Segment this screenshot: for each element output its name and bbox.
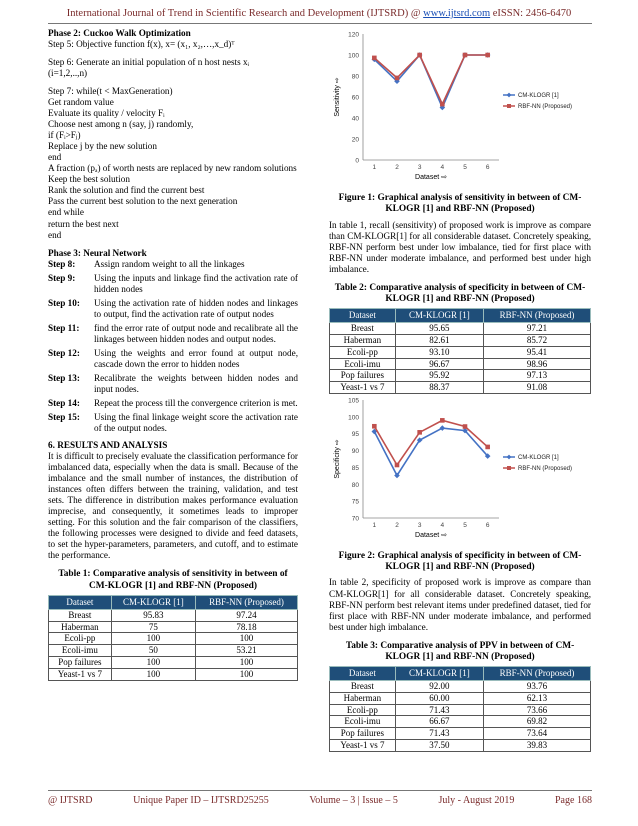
y-tick-label: 95	[351, 431, 359, 439]
table-cell: Pop failures	[330, 370, 396, 382]
step-label: Step 11:	[48, 322, 80, 333]
table-cell: Yeast-1 vs 7	[330, 382, 396, 394]
table-cell: 98.96	[484, 358, 591, 370]
algorithm-line: Choose nest among n (say, j) randomly,	[48, 119, 194, 130]
column-header: CM-KLOGR [1]	[395, 309, 483, 323]
footer-volume: Volume – 3 | Issue – 5	[309, 795, 398, 806]
table-cell: 93.76	[484, 681, 591, 693]
table-cell: 78.18	[195, 621, 297, 633]
step-row	[48, 259, 298, 270]
table-row	[330, 382, 591, 394]
y-tick-label: 100	[348, 52, 359, 60]
y-tick-label: 40	[351, 115, 359, 123]
step-label: Step 9:	[48, 272, 76, 283]
table-row	[330, 716, 591, 728]
algorithm-line: return the best next	[48, 218, 119, 229]
x-tick-label: 2	[395, 164, 399, 171]
phase2-title: Phase 2: Cuckoo Walk Optimization	[48, 28, 191, 38]
data-point	[440, 418, 445, 423]
algorithm-line: Get random value	[48, 97, 114, 108]
step-row	[48, 273, 298, 295]
table-cell: Breast	[49, 609, 112, 621]
data-point	[417, 430, 422, 435]
table-cell: Ecoli-pp	[330, 346, 396, 358]
column-header: RBF-NN (Proposed)	[484, 309, 591, 323]
table-cell: 73.64	[484, 728, 591, 740]
algorithm-line: A fraction (pₐ) of worth nests are replaced by new random solutions	[48, 163, 297, 174]
table-cell: 92.00	[395, 681, 483, 693]
table-row	[49, 609, 298, 621]
table-cell: 97.24	[195, 609, 297, 621]
section-title: 6. RESULTS AND ANALYSIS	[48, 440, 168, 451]
algorithm-line: Keep the best solution	[48, 174, 130, 185]
table-cell: 60.00	[395, 692, 483, 704]
x-tick-label: 4	[440, 164, 445, 171]
table-row	[49, 668, 298, 680]
journal-issn: eISSN: 2456-6470	[492, 8, 572, 19]
step-label: Step 15:	[48, 411, 80, 422]
step-text: Using the weights and error found at output node, cascade down the error to hidden nodes	[94, 347, 298, 369]
series-line	[374, 428, 487, 475]
table-cell: Breast	[330, 681, 396, 693]
step-label: Step 13:	[48, 372, 80, 383]
table-row	[49, 633, 298, 645]
page-footer	[48, 795, 592, 807]
y-axis-label: Sensitivity ⇨	[334, 77, 341, 117]
step5-text: Step 5: Objective function f(x), x= (x₁, x₂,…,x_d)ᵀ	[48, 39, 235, 50]
table-cell: Ecoli-pp	[49, 633, 112, 645]
table-cell: 95.65	[395, 323, 483, 335]
journal-link[interactable]: www.ijtsrd.com	[423, 8, 491, 19]
column-header: RBF-NN (Proposed)	[195, 595, 297, 609]
table-cell: 97.13	[484, 370, 591, 382]
step6-text: Step 6: Generate an initial population of n host nests xᵢ	[48, 57, 250, 68]
journal-title: International Journal of Trend in Scientific Research and Development (IJTSRD) @	[66, 8, 421, 19]
series-line	[374, 420, 487, 465]
step-row	[48, 373, 298, 395]
algorithm-line: end	[48, 152, 62, 163]
step-text: find the error rate of output node and recalibrate all the linkages between hidden nodes and output nodes.	[94, 322, 298, 344]
header-rule	[48, 23, 592, 24]
algorithm-line: end	[48, 229, 62, 240]
y-tick-label: 20	[351, 136, 359, 144]
table-row	[330, 728, 591, 740]
step-text: Repeat the process till the convergence criterion is met.	[94, 397, 298, 408]
algorithm-line: Replace j by the new solution	[48, 141, 157, 152]
column-header: CM-KLOGR [1]	[395, 667, 483, 681]
y-tick-label: 100	[348, 414, 359, 422]
footer-brand: @ IJTSRD	[48, 795, 93, 806]
y-tick-label: 70	[351, 515, 359, 523]
algorithm-line: if (Fᵢ>Fⱼ)	[48, 130, 81, 141]
y-tick-label: 120	[348, 31, 359, 39]
step-label: Step 12:	[48, 347, 80, 358]
table2-caption: Table 2: Comparative analysis of specificity in between of CM-KLOGR [1] and RBF-NN (Proposed)	[334, 282, 586, 305]
table-cell: 97.21	[484, 323, 591, 335]
table-cell: Pop failures	[330, 728, 396, 740]
phase3-title: Phase 3: Neural Network	[48, 247, 147, 258]
footer-paper-id: Unique Paper ID – IJTSRD25255	[133, 795, 269, 806]
column-header: Dataset	[330, 309, 396, 323]
data-point	[463, 53, 468, 58]
footer-date: July - August 2019	[438, 795, 515, 806]
table-cell: 100	[195, 668, 297, 680]
table-cell: Pop failures	[49, 656, 112, 668]
step6-text-cont: (i=1,2,..,n)	[48, 68, 88, 79]
table-cell: 93.10	[395, 346, 483, 358]
step-text: Using the inputs and linkage find the activation rate of hidden nodes	[94, 272, 298, 294]
y-tick-label: 90	[351, 447, 359, 455]
y-tick-label: 0	[355, 157, 359, 165]
table-cell: 62.13	[484, 692, 591, 704]
table-cell: 82.61	[395, 334, 483, 346]
table-cell: Haberman	[330, 692, 396, 704]
table-row	[330, 334, 591, 346]
column-header: RBF-NN (Proposed)	[484, 667, 591, 681]
table-cell: 39.83	[484, 739, 591, 751]
table-cell: Haberman	[49, 621, 112, 633]
footer-rule	[48, 790, 592, 791]
table-row	[49, 621, 298, 633]
x-axis-label: Dataset ⇨	[415, 174, 447, 181]
figure1-caption: Figure 1: Graphical analysis of sensitivity in between of CM-KLOGR [1] and RBF-NN (Proposed)	[338, 193, 582, 215]
legend-label: RBF-NN (Proposed)	[518, 104, 573, 111]
y-tick-label: 85	[351, 464, 359, 472]
table-cell: 75	[111, 621, 195, 633]
specificity-chart	[329, 394, 591, 544]
table-row	[330, 370, 591, 382]
right-column	[329, 28, 591, 752]
legend-marker	[507, 454, 512, 459]
paragraph-table2: In table 2, specificity of proposed work is improve as compare than CM-KLOGR[1] for all considerable dataset. Concretely speaking, RBF-NN perform best relevant items under predefined dataset, tied for first place with RBF-NN under moderate imbalance, and performed best under high imbalance.	[329, 577, 591, 632]
legend-marker	[507, 104, 511, 108]
step-text: Recalibrate the weights between hidden nodes and input nodes.	[94, 372, 298, 394]
legend-label: CM-KLOGR [1]	[518, 93, 559, 100]
footer-page: Page 168	[555, 795, 592, 806]
table-row	[330, 692, 591, 704]
data-point	[395, 76, 400, 81]
table-cell: Ecoli-imu	[330, 716, 396, 728]
x-axis-label: Dataset ⇨	[415, 531, 447, 539]
table-cell: 73.66	[484, 704, 591, 716]
table-cell: 69.82	[484, 716, 591, 728]
table-cell: Ecoli-imu	[330, 358, 396, 370]
y-tick-label: 80	[351, 481, 359, 489]
y-tick-label: 75	[351, 498, 359, 506]
x-tick-label: 4	[440, 521, 445, 529]
table-cell: Yeast-1 vs 7	[49, 668, 112, 680]
section-paragraph: It is difficult to precisely evaluate the classification performance for imbalanced data, especially when the data is small. Because of the imbalance and the small number of instances, the distribution of instances often differs between the training, validation, and test sets. The difference in distribution makes performance evaluation imprecise, and consequently, it sometimes leads to improper setting. For this solution and the fair comparison of the classifiers, the following processes were designed to divide and feed datasets, to set the hyper-parameters, parameters, and cutoff, and to estimate the performance.	[48, 451, 298, 561]
sensitivity-table	[48, 595, 298, 681]
table-row	[330, 323, 591, 335]
table-cell: 88.37	[395, 382, 483, 394]
journal-header	[0, 8, 638, 21]
step-text: Assign random weight to all the linkages	[94, 258, 245, 269]
table-cell: 100	[195, 656, 297, 668]
data-point	[463, 424, 468, 429]
algorithm-line: Evaluate its quality / velocity Fᵢ	[48, 108, 165, 119]
step-label: Step 10:	[48, 297, 80, 308]
x-tick-label: 3	[417, 164, 422, 171]
table-cell: 37.50	[395, 739, 483, 751]
legend-marker	[507, 93, 512, 98]
step-row	[48, 323, 298, 345]
table-cell: Ecoli-imu	[49, 645, 112, 657]
table-cell: 95.92	[395, 370, 483, 382]
table-row	[49, 656, 298, 668]
table-cell: Haberman	[330, 334, 396, 346]
data-point	[395, 463, 400, 468]
column-header: Dataset	[49, 595, 112, 609]
legend-marker	[507, 466, 511, 470]
x-tick-label: 5	[463, 521, 467, 529]
table-cell: 71.43	[395, 704, 483, 716]
table-cell: 50	[111, 645, 195, 657]
left-column	[48, 28, 298, 681]
table-cell: Yeast-1 vs 7	[330, 739, 396, 751]
algorithm-lines	[48, 97, 298, 240]
data-point	[372, 424, 377, 429]
step-row	[48, 348, 298, 370]
series-line	[374, 55, 487, 104]
y-axis-label: Specificity ⇨	[334, 439, 341, 479]
table-header-row	[330, 667, 591, 681]
table-cell: Breast	[330, 323, 396, 335]
algorithm-line: Rank the solution and find the current best	[48, 185, 205, 196]
table-row	[330, 681, 591, 693]
x-tick-label: 1	[372, 521, 377, 529]
step-label: Step 14:	[48, 397, 80, 408]
step-row	[48, 298, 298, 320]
data-point	[485, 53, 490, 58]
table-cell: 53.21	[195, 645, 297, 657]
table-row	[330, 358, 591, 370]
nn-steps	[48, 259, 298, 434]
data-point	[417, 53, 422, 58]
step-row	[48, 398, 298, 409]
table-row	[330, 704, 591, 716]
data-point	[440, 425, 446, 431]
table-row	[330, 346, 591, 358]
x-tick-label: 2	[395, 521, 399, 529]
table-cell: 100	[111, 656, 195, 668]
data-point	[485, 445, 490, 450]
x-tick-label: 5	[463, 164, 467, 171]
x-tick-label: 3	[417, 521, 422, 529]
ppv-table	[329, 666, 591, 752]
y-tick-label: 80	[351, 73, 359, 81]
y-tick-label: 60	[351, 94, 359, 102]
data-point	[372, 56, 377, 61]
legend-label: CM-KLOGR [1]	[518, 455, 559, 462]
table-row	[49, 645, 298, 657]
table-cell: 71.43	[395, 728, 483, 740]
table-cell: Ecoli-pp	[330, 704, 396, 716]
table-row	[330, 739, 591, 751]
table-header-row	[330, 309, 591, 323]
table3-caption: Table 3: Comparative analysis of PPV in between of CM-KLOGR [1] and RBF-NN (Proposed)	[345, 640, 575, 662]
table-cell: 85.72	[484, 334, 591, 346]
table-cell: 66.67	[395, 716, 483, 728]
x-tick-label: 6	[485, 164, 490, 171]
table-cell: 96.67	[395, 358, 483, 370]
step-row	[48, 412, 298, 434]
table-cell: 100	[195, 633, 297, 645]
table-cell: 95.41	[484, 346, 591, 358]
data-point	[440, 102, 445, 107]
step-text: Using the activation rate of hidden nodes and linkages to output, find the activation rate of output nodes	[94, 297, 298, 319]
table1-caption: Table 1: Comparative analysis of sensitivity in between of CM-KLOGR [1] and RBF-NN (Proposed)	[58, 569, 288, 591]
algorithm-line: Pass the current best solution to the next generation	[48, 196, 238, 207]
step-label: Step 8:	[48, 258, 76, 269]
x-tick-label: 6	[485, 521, 490, 529]
specificity-table	[329, 308, 591, 394]
table-cell: 100	[111, 633, 195, 645]
step-text: Using the final linkage weight score the activation rate of the output nodes.	[94, 411, 298, 433]
table-cell: 91.08	[484, 382, 591, 394]
step7-text: Step 7: while(t < MaxGeneration)	[48, 86, 173, 97]
legend-label: RBF-NN (Proposed)	[518, 466, 573, 473]
figure2-caption: Figure 2: Graphical analysis of specificity in between of CM-KLOGR [1] and RBF-NN (Proposed)	[338, 550, 582, 573]
column-header: CM-KLOGR [1]	[111, 595, 195, 609]
paragraph-table1: In table 1, recall (sensitivity) of proposed work is improve as compare than CM-KLOGR[1] for all considerable dataset. Concretely speaking, RBF-NN perform best under low imbalance, tied for first place with RBF-NN under moderate imbalance, and performed best under high imbalance.	[329, 219, 591, 274]
x-tick-label: 1	[372, 164, 377, 171]
column-header: Dataset	[330, 667, 396, 681]
table-cell: 95.83	[111, 609, 195, 621]
sensitivity-chart	[329, 28, 591, 186]
y-tick-label: 105	[348, 397, 359, 405]
table-cell: 100	[111, 668, 195, 680]
table-header-row	[49, 595, 298, 609]
algorithm-line: end while	[48, 207, 84, 218]
